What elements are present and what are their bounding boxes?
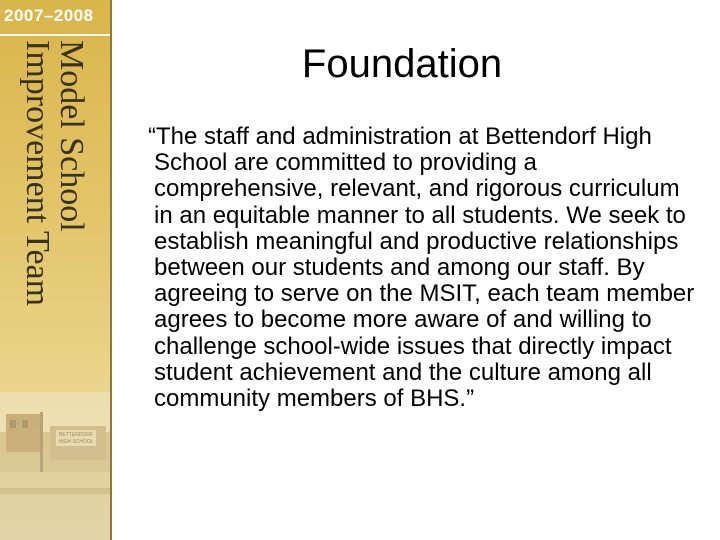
foundation-quote: “The staff and administration at Bettendorf High School are committed to providing a comprehensive, relevant, and rigorous curriculum in an equitable manner to all students. We seek to establish meaningful and productive relationships between our students and among our staff. By agreeing to serve on the MSIT, each team member agrees to become more aware of and willing to challenge school-wide issues that directly impact student achievement and the culture among all community members of BHS.” <box>148 123 695 413</box>
team-name <box>20 40 88 306</box>
team-name-line-2: Improvement Team <box>19 40 56 307</box>
year-divider <box>0 34 110 36</box>
sign-text: BETTENDORF <box>59 432 93 438</box>
team-name-line-1: Model School <box>53 40 90 232</box>
slide-title: Foundation <box>301 42 503 86</box>
sign-text-2: HIGH SCHOOL <box>58 439 94 445</box>
year-label: 2007–2008 <box>4 6 94 25</box>
sidebar-banner <box>0 0 112 540</box>
school-building-image <box>0 392 110 540</box>
